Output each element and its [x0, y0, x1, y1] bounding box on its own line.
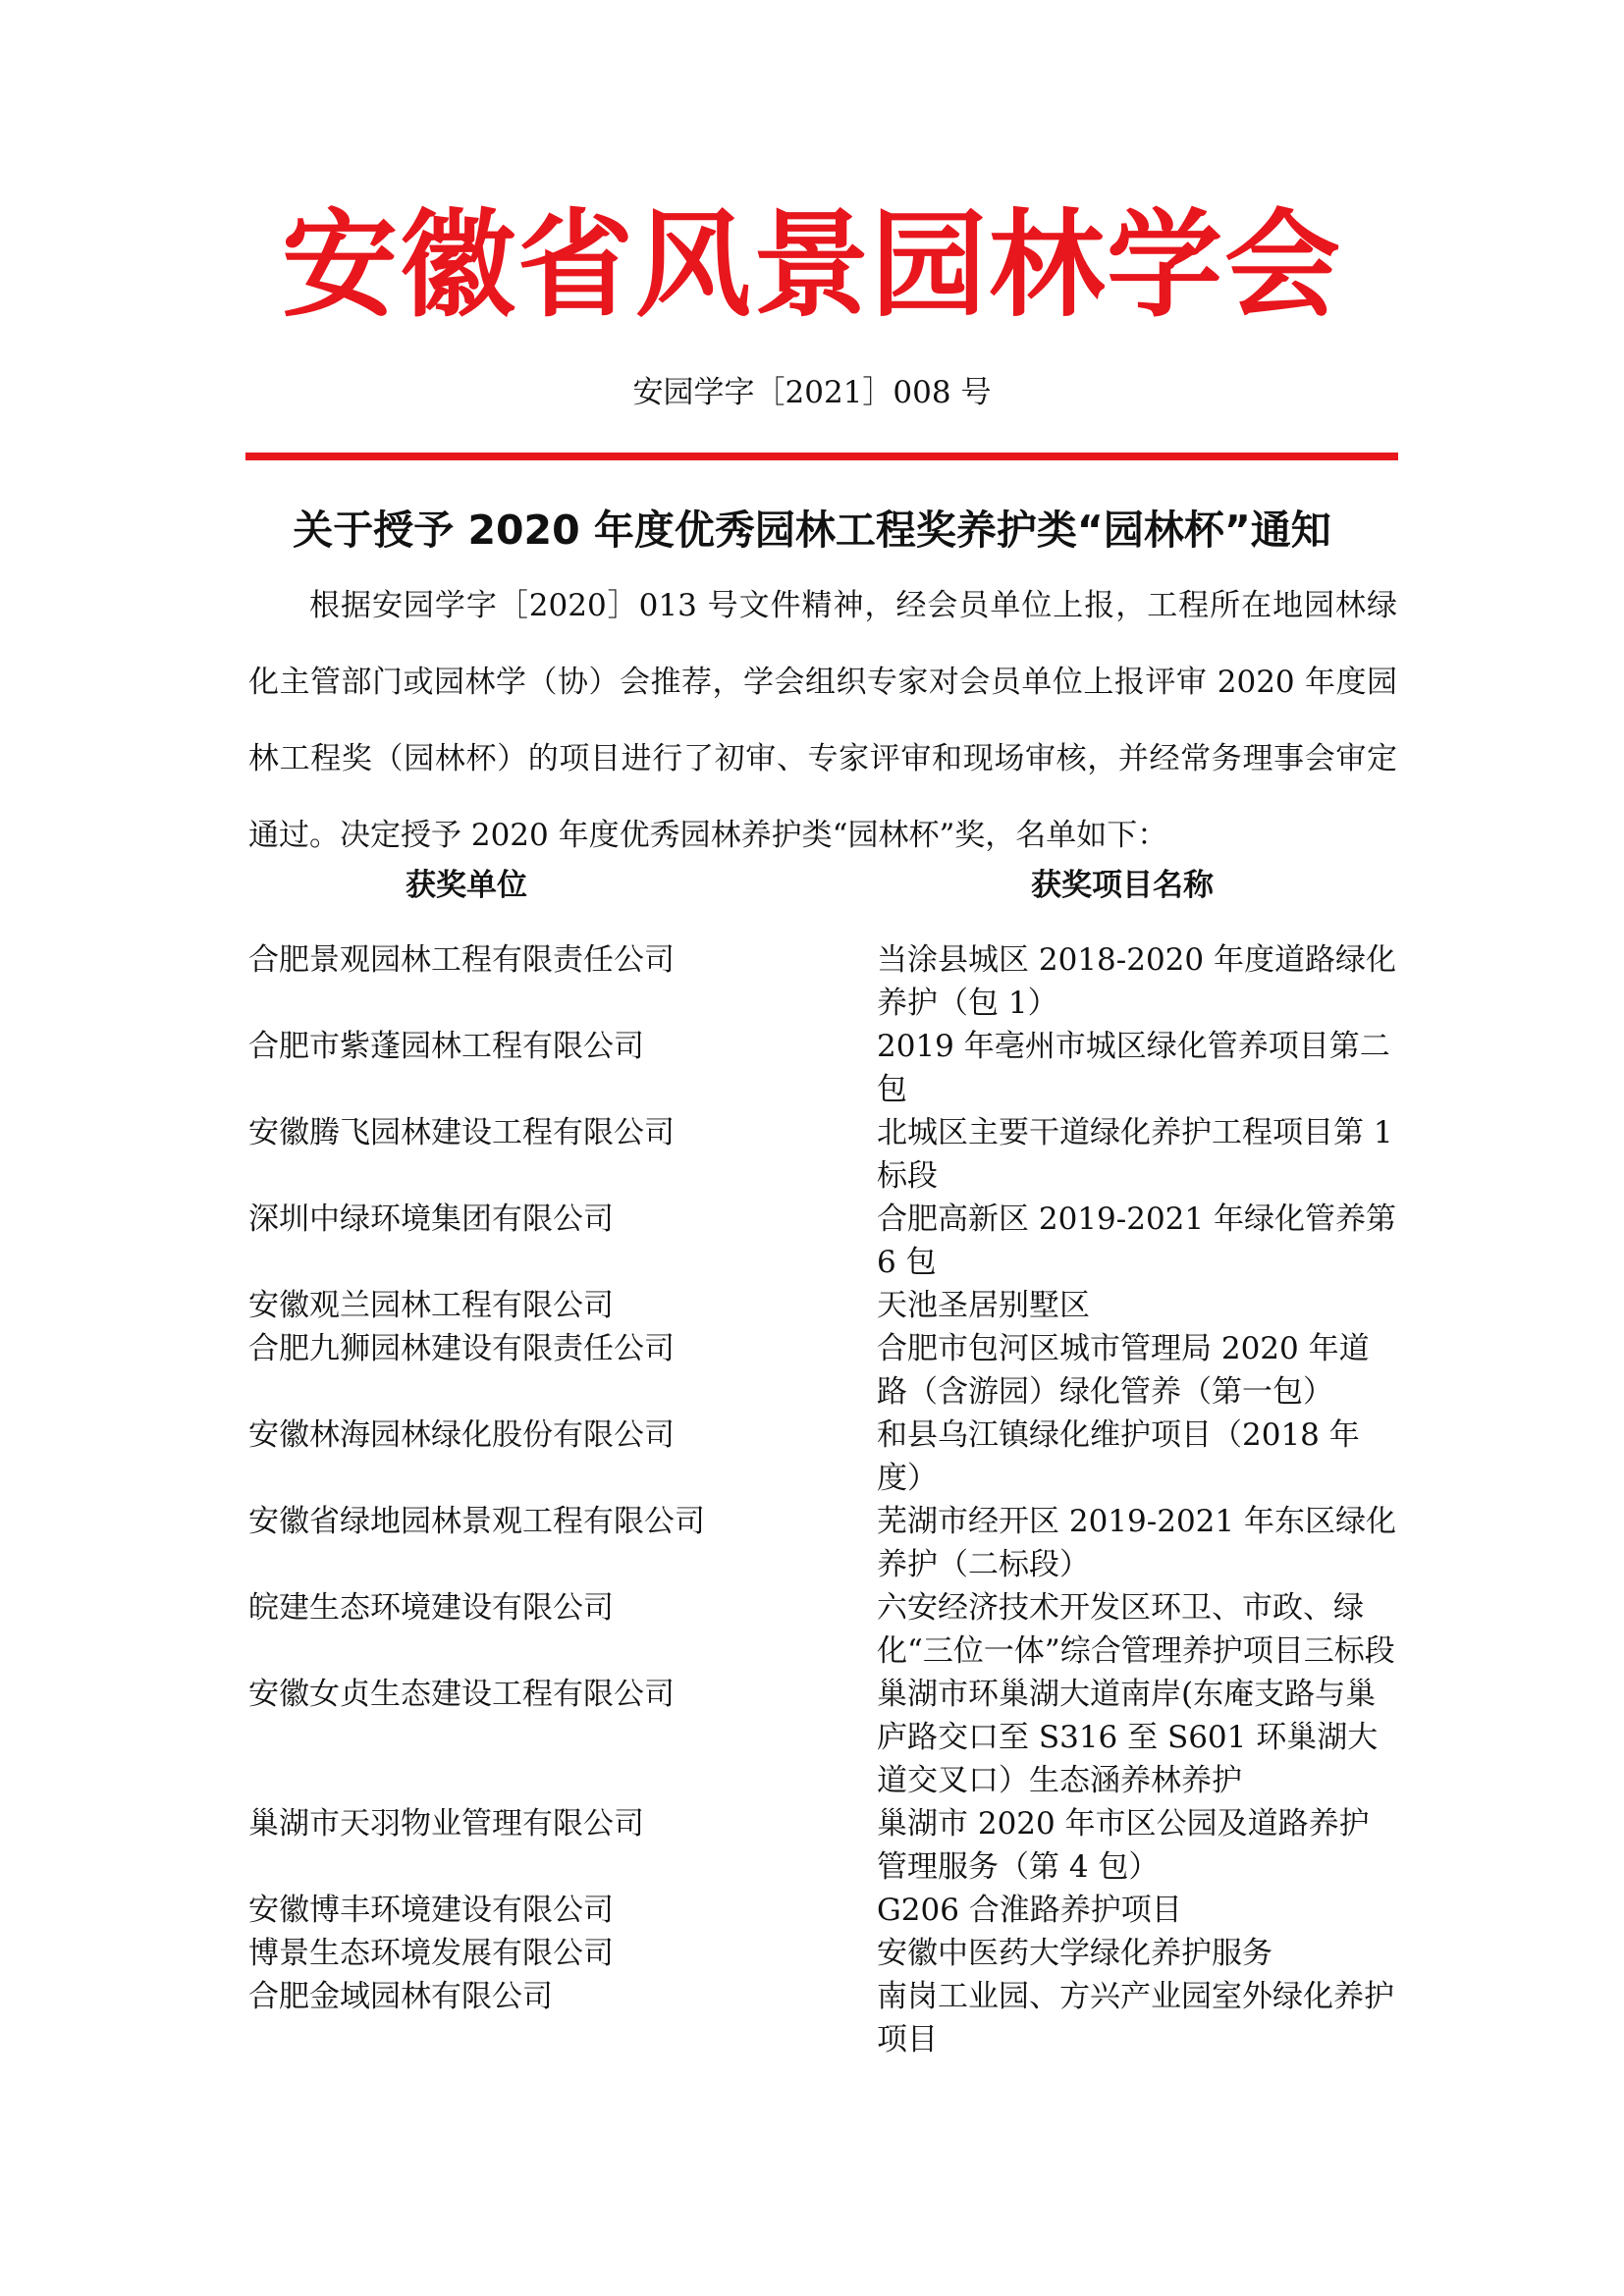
award-unit: 安徽女贞生态建设工程有限公司: [248, 1677, 675, 1712]
award-project: 北城区主要干道绿化养护工程项目第 1 标段: [877, 1115, 1393, 1194]
award-project: 安徽中医药大学绿化养护服务: [877, 1936, 1272, 1971]
award-row: [248, 1802, 1397, 1889]
award-project: 芜湖市经开区 2019-2021 年东区绿化养护（二标段）: [877, 1504, 1396, 1582]
award-project: 天池圣居别墅区: [877, 1288, 1090, 1323]
award-row: [248, 1414, 1397, 1500]
award-unit: 安徽省绿地园林景观工程有限公司: [248, 1504, 705, 1539]
award-unit: 深圳中绿环境集团有限公司: [248, 1201, 614, 1237]
body-paragraph: 根据安园学字［2020］013 号文件精神，经会员单位上报，工程所在地园林绿化主管部门或园林学（协）会推荐，学会组织专家对会员单位上报评审 2020 年度园林工程奖（园林杯）的项目进行了初审、专家评审和现场审核，并经常务理事会审定通过。决定授予 2020 年度优秀园林养护类“园林杯”奖，名单如下：: [248, 588, 1397, 853]
award-unit: 博景生态环境发展有限公司: [248, 1936, 614, 1971]
red-divider-rule: [245, 453, 1398, 460]
award-unit: 皖建生态环境建设有限公司: [248, 1590, 614, 1626]
award-unit: 合肥市紫蓬园林工程有限公司: [248, 1029, 644, 1064]
award-row: [248, 1975, 1397, 2061]
award-unit: 合肥金域园林有限公司: [248, 1979, 553, 2014]
award-list: [248, 938, 1397, 2061]
award-unit: 安徽腾飞园林建设工程有限公司: [248, 1115, 675, 1150]
award-unit: 安徽林海园林绿化股份有限公司: [248, 1417, 675, 1453]
column-header-project: 获奖项目名称: [1031, 868, 1214, 903]
award-row: [248, 1284, 1397, 1327]
award-project: 和县乌江镇绿化维护项目（2018 年度）: [877, 1417, 1360, 1496]
award-project: 合肥高新区 2019-2021 年绿化管养第 6 包: [877, 1201, 1396, 1280]
award-project: G206 合淮路养护项目: [877, 1893, 1182, 1928]
award-row: [248, 1932, 1397, 1975]
award-unit: 合肥景观园林工程有限责任公司: [248, 942, 675, 978]
award-row: [248, 1889, 1397, 1932]
award-row: [248, 1586, 1397, 1673]
award-unit: 合肥九狮园林建设有限责任公司: [248, 1331, 675, 1366]
column-header-unit: 获奖单位: [406, 868, 527, 903]
award-row: [248, 938, 1397, 1025]
award-project: 巢湖市环巢湖大道南岸(东庵支路与巢庐路交口至 S316 至 S601 环巢湖大道交叉口）生态涵养林养护: [877, 1677, 1379, 1798]
org-title: 安徽省风景园林学会: [281, 197, 1342, 333]
award-row: [248, 1111, 1397, 1198]
award-row: [248, 1673, 1397, 1802]
award-unit: 巢湖市天羽物业管理有限公司: [248, 1806, 644, 1842]
award-row: [248, 1327, 1397, 1414]
award-row: [248, 1025, 1397, 1111]
award-project: 合肥市包河区城市管理局 2020 年道路（含游园）绿化管养（第一包）: [877, 1331, 1370, 1410]
award-project: 巢湖市 2020 年市区公园及道路养护管理服务（第 4 包）: [877, 1806, 1370, 1885]
award-project: 2019 年亳州市城区绿化管养项目第二包: [877, 1029, 1390, 1107]
award-project: 六安经济技术开发区环卫、市政、绿化“三位一体”综合管理养护项目三标段: [877, 1590, 1395, 1669]
award-project: 南岗工业园、方兴产业园室外绿化养护项目: [877, 1979, 1394, 2057]
document-number: 安园学字［2021］008 号: [632, 375, 992, 410]
award-unit: 安徽博丰环境建设有限公司: [248, 1893, 614, 1928]
notice-title: 关于授予 2020 年度优秀园林工程奖养护类“园林杯”通知: [293, 507, 1331, 554]
award-project: 当涂县城区 2018-2020 年度道路绿化养护（包 1）: [877, 942, 1396, 1021]
award-unit: 安徽观兰园林工程有限公司: [248, 1288, 614, 1323]
award-row: [248, 1500, 1397, 1586]
award-row: [248, 1198, 1397, 1284]
